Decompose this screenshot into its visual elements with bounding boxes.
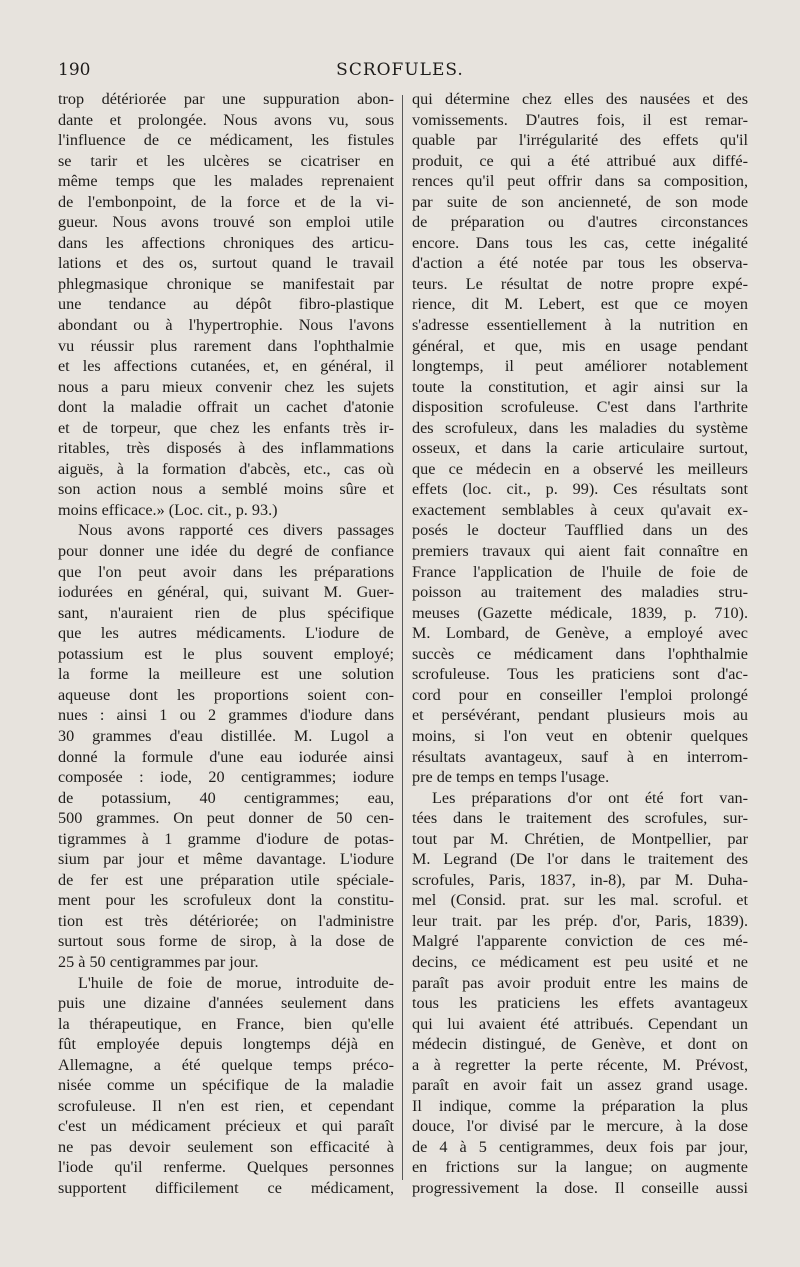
text-line: osseux, et dans la carie articulaire surtout, — [412, 439, 748, 458]
text-line: résultats avantageux, sauf à en interrom- — [412, 747, 748, 766]
text-line: en frictions sur la langue; on augmente — [412, 1158, 748, 1177]
text-line: que ce médecin en a observé les meilleurs — [412, 459, 748, 478]
text-line: son action nous a semblé moins sûre et — [58, 480, 394, 499]
left-column — [58, 89, 394, 1199]
text-line: potassium est le plus souvent employé; — [58, 644, 394, 663]
text-line: 30 grammes d'eau distillée. M. Lugol a — [58, 726, 394, 745]
text-line: nisée comme un spécifique de la maladie — [58, 1076, 394, 1095]
text-line: tigrammes à 1 gramme d'iodure de potas- — [58, 829, 394, 848]
text-line: L'huile de foie de morue, introduite de- — [78, 973, 394, 992]
text-line: vu réussir plus rarement dans l'ophthalmie — [58, 336, 394, 355]
text-line: posés le docteur Taufflied dans un des — [412, 521, 748, 540]
text-line: donné la formule d'une eau iodurée ainsi — [58, 747, 394, 766]
text-line: aqueuse dont les proportions soient con- — [58, 685, 394, 704]
text-line: poisson au traitement des maladies stru- — [412, 583, 748, 602]
text-line: 500 grammes. On peut donner de 50 cen- — [58, 809, 394, 828]
text-line: douce, l'or divisé par le mercure, à la dose — [412, 1117, 748, 1136]
text-line: sium par jour et même davantage. L'iodure — [58, 850, 394, 869]
text-line: scrofuleuse. Il n'en est rien, et cependant — [58, 1096, 394, 1115]
text-line: disposition scrofuleuse. C'est dans l'arthrite — [412, 398, 748, 417]
text-line: pour donner une idée du degré de confiance — [58, 542, 394, 561]
text-line: tion est très détériorée; on l'administre — [58, 911, 394, 930]
text-line: France l'application de l'huile de foie de — [412, 562, 748, 581]
text-line: Il indique, comme la préparation la plus — [412, 1096, 748, 1115]
text-line: pre de temps en temps l'usage. — [412, 768, 610, 787]
text-line: et de torpeur, que chez les enfants très ir- — [58, 418, 394, 437]
text-line: toute la constitution, et agir ainsi sur la — [412, 377, 748, 396]
text-line: moins, si l'on veut en obtenir quelques — [412, 726, 748, 745]
text-line: ment pour les scrofuleux dont la constitu- — [58, 891, 394, 910]
text-line: s'adresse essentiellement à la nutrition en — [412, 316, 748, 335]
text-line: decins, ce médicament est peu usité et ne — [412, 952, 748, 971]
text-line: général, et que, mis en usage pendant — [412, 336, 748, 355]
text-line: progressivement la dose. Il conseille aussi — [412, 1178, 748, 1197]
text-line: Nous avons rapporté ces divers passages — [78, 521, 394, 540]
text-line: dante et prolongée. Nous avons vu, sous — [58, 110, 394, 129]
text-line: nous a paru mieux convenir chez les sujets — [58, 377, 394, 396]
text-line: tées dans le traitement des scrofules, sur- — [412, 809, 748, 828]
text-line: mel (Consid. prat. sur les mal. scroful. et — [412, 891, 748, 910]
text-line: même temps que les malades reprenaient — [58, 172, 394, 191]
text-line: aiguës, à la formation d'abcès, etc., cas où — [58, 459, 394, 478]
text-line: M. Lombard, de Genève, a employé avec — [412, 624, 748, 643]
text-line: composée : iode, 20 centigrammes; iodure — [58, 768, 394, 787]
column-divider — [402, 95, 403, 1180]
text-line: qui lui avaient été attribués. Cependant un — [412, 1014, 748, 1033]
text-line: c'est un médicament précieux et qui paraît — [58, 1117, 394, 1136]
text-line: longtemps, il peut améliorer notablement — [412, 357, 748, 376]
text-line: ritables, très disposés à des inflammations — [58, 439, 394, 458]
text-line: exactement semblables à ceux qu'avait ex- — [412, 500, 748, 519]
text-line: paraît en avoir fait un assez grand usage. — [412, 1076, 748, 1095]
text-line: des scrofuleux, dans les maladies du système — [412, 418, 748, 437]
text-line: de préparation ou d'autres circonstances — [412, 213, 748, 232]
text-line: de 4 à 5 centigrammes, deux fois par jour, — [412, 1137, 748, 1156]
text-line: supportent difficilement ce médicament, — [58, 1178, 394, 1197]
text-line: dont la maladie offrait un cachet d'atonie — [58, 398, 394, 417]
text-line: la thérapeutique, en France, bien qu'elle — [58, 1014, 394, 1033]
text-line: d'action a été notée par tous les observa- — [412, 254, 748, 273]
page-number: 190 — [58, 60, 91, 80]
right-column — [412, 89, 748, 1199]
text-line: que l'on peut avoir dans les préparations — [58, 562, 394, 581]
text-line: leur trait. par les prép. d'or, Paris, 1839). — [412, 911, 748, 930]
text-line: cord pour en conseiller l'emploi prolongé — [412, 685, 748, 704]
text-line: Allemagne, a été quelque temps préco- — [58, 1055, 394, 1074]
running-title: SCROFULES. — [336, 60, 464, 80]
text-line: se tarir et les ulcères se cicatriser en — [58, 151, 394, 170]
text-line: meuses (Gazette médicale, 1839, p. 710). — [412, 603, 748, 622]
text-line: une tendance au dépôt fibro-plastique — [58, 295, 394, 314]
text-line: surtout sous forme de sirop, à la dose de — [58, 932, 394, 951]
text-line: 25 à 50 centigrammes par jour. — [58, 952, 259, 971]
text-line: et les affections cutanées, et, en général, il — [58, 357, 394, 376]
running-head — [58, 60, 742, 84]
text-line: succès ce médicament dans l'ophthalmie — [412, 644, 748, 663]
text-line: Les préparations d'or ont été fort van- — [432, 788, 748, 807]
text-line: vomissements. D'autres fois, il est remar- — [412, 110, 748, 129]
text-line: la forme la meilleure est une solution — [58, 665, 394, 684]
text-line: sant, n'auraient rien de plus spécifique — [58, 603, 394, 622]
text-line: trop détériorée par une suppuration abon- — [58, 90, 394, 108]
text-line: Malgré l'apparente conviction de ces mé- — [412, 932, 748, 951]
text-line: teurs. Le résultat de notre propre expé- — [412, 274, 748, 293]
text-line: fût employée depuis longtemps déjà en — [58, 1035, 394, 1054]
text-line: de fer est une préparation utile spéciale- — [58, 870, 394, 889]
text-line: M. Legrand (De l'or dans le traitement des — [412, 850, 748, 869]
text-line: a à regretter la perte récente, M. Prévost, — [412, 1055, 748, 1074]
text-line: rences qu'il peut offrir dans sa composition, — [412, 172, 748, 191]
text-line: premiers travaux qui aient fait connaître en — [412, 542, 748, 561]
text-line: encore. Dans tous les cas, cette inégalité — [412, 233, 748, 252]
text-line: phlegmasique chronique se manifestait par — [58, 274, 394, 293]
text-line: tous les praticiens les effets avantageux — [412, 994, 748, 1013]
text-line: gueur. Nous avons trouvé son emploi utile — [58, 213, 394, 232]
text-line: l'influence de ce médicament, les fistules — [58, 131, 394, 150]
text-line: produit, ce qui a été attribué aux diffé- — [412, 151, 748, 170]
text-line: paraît pas avoir produit entre les mains de — [412, 973, 748, 992]
text-line: de l'embonpoint, de la force et de la vi- — [58, 192, 394, 211]
text-line: puis une dizaine d'années seulement dans — [58, 994, 394, 1013]
text-line: scrofules, Paris, 1837, in-8), par M. Duha- — [412, 870, 748, 889]
text-line: l'iode qu'il renferme. Quelques personnes — [58, 1158, 394, 1177]
text-line: tout par M. Chrétien, de Montpellier, par — [412, 829, 748, 848]
text-line: nues : ainsi 1 ou 2 grammes d'iodure dans — [58, 706, 394, 725]
text-line: rience, dit M. Lebert, est que ce moyen — [412, 295, 748, 314]
text-line: abondant ou à l'hypertrophie. Nous l'avons — [58, 316, 394, 335]
text-line: et persévérant, pendant plusieurs mois au — [412, 706, 748, 725]
text-line: moins efficace.» (Loc. cit., p. 93.) — [58, 500, 278, 519]
text-line: que les autres médicaments. L'iodure de — [58, 624, 394, 643]
text-line: par suite de son ancienneté, de son mode — [412, 192, 748, 211]
text-line: iodurées en général, qui, suivant M. Guer- — [58, 583, 394, 602]
text-line: qui détermine chez elles des nausées et des — [412, 90, 748, 108]
text-line: scrofuleuse. Tous les praticiens sont d'ac- — [412, 665, 748, 684]
text-line: médecin distingué, de Genève, et dont on — [412, 1035, 748, 1054]
text-line: de potassium, 40 centigrammes; eau, — [58, 788, 394, 807]
text-line: dans les affections chroniques des articu- — [58, 233, 394, 252]
text-line: lations et des os, surtout quand le travail — [58, 254, 394, 273]
text-line: quable par l'irrégularité des effets qu'il — [412, 131, 748, 150]
text-line: ne pas devoir seulement son efficacité à — [58, 1137, 394, 1156]
text-line: effets (loc. cit., p. 99). Ces résultats sont — [412, 480, 748, 499]
